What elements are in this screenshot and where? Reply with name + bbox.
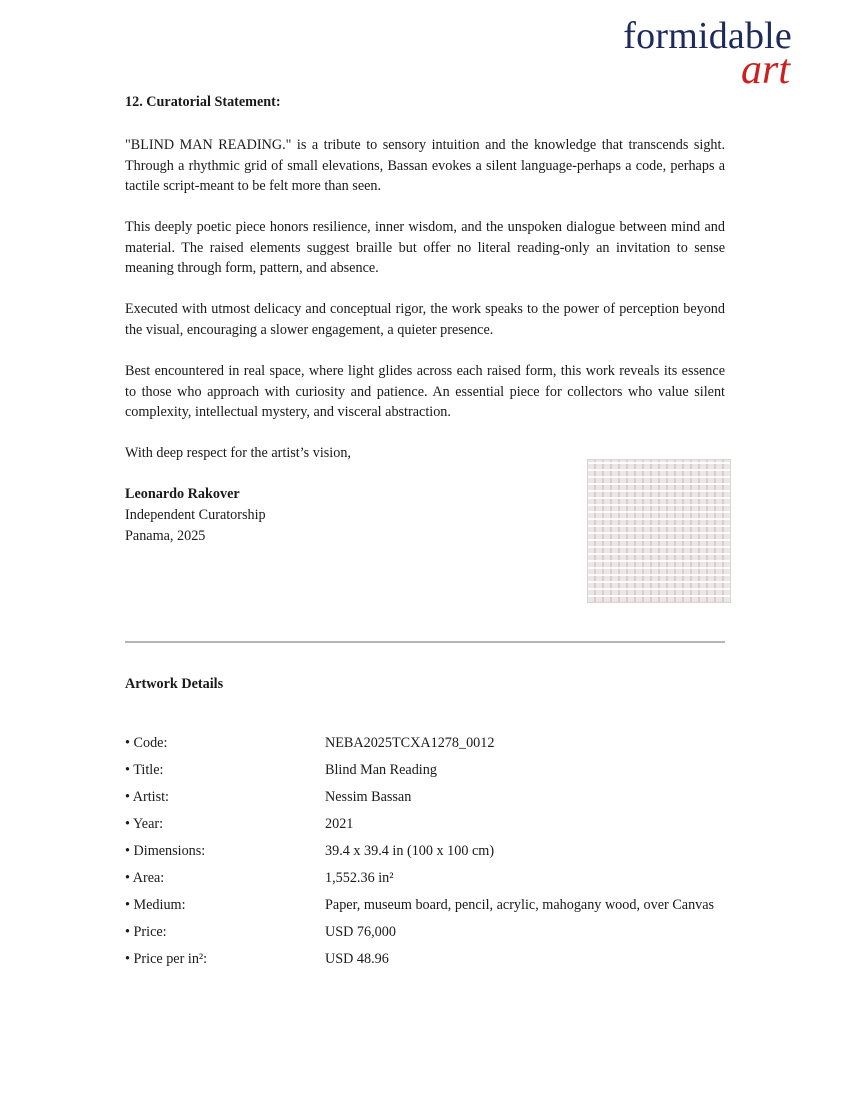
section-divider bbox=[125, 641, 725, 643]
detail-value: 39.4 x 39.4 in (100 x 100 cm) bbox=[325, 843, 495, 859]
statement-paragraph-3: Executed with utmost delicacy and conceptual rigor, the work speaks to the power of perception beyond the visual, encouraging a slower engagement, a quieter presence. bbox=[125, 301, 725, 338]
artwork-details-list bbox=[125, 730, 745, 973]
detail-label: • Code: bbox=[125, 735, 168, 751]
detail-label: • Title: bbox=[125, 762, 164, 778]
detail-row-year bbox=[125, 811, 745, 838]
signature-role: Independent Curatorship bbox=[125, 507, 266, 523]
artwork-thumbnail bbox=[587, 459, 731, 603]
detail-label: • Price: bbox=[125, 924, 167, 940]
statement-paragraph-4: Best encountered in real space, where light glides across each raised form, this work reveals its essence to those who approach with curiosity and patience. An essential piece for collectors who value silent complexity, intellectual mystery, and visceral abstraction. bbox=[125, 363, 725, 421]
detail-label: • Price per in²: bbox=[125, 951, 208, 967]
detail-row-price-per-in2 bbox=[125, 946, 745, 973]
detail-row-area bbox=[125, 865, 745, 892]
detail-row-dimensions bbox=[125, 838, 745, 865]
detail-label: • Area: bbox=[125, 870, 165, 886]
details-title: Artwork Details bbox=[125, 676, 224, 692]
detail-value: Paper, museum board, pencil, acrylic, mahogany wood, over Canvas bbox=[325, 897, 715, 913]
detail-value: 2021 bbox=[325, 816, 354, 832]
detail-row-medium bbox=[125, 892, 745, 919]
signature-name: Leonardo Rakover bbox=[125, 486, 240, 502]
detail-row-artist bbox=[125, 784, 745, 811]
detail-label: • Dimensions: bbox=[125, 843, 206, 859]
detail-value: USD 48.96 bbox=[325, 951, 389, 967]
detail-value: Blind Man Reading bbox=[325, 762, 437, 778]
detail-row-title bbox=[125, 757, 745, 784]
detail-label: • Medium: bbox=[125, 897, 186, 913]
detail-value: NEBA2025TCXA1278_0012 bbox=[325, 735, 495, 751]
statement-paragraph-2: This deeply poetic piece honors resilience, inner wisdom, and the unspoken dialogue between mind and material. The raised elements suggest braille but offer no literal reading-only an invitation to sense meaning through form, pattern, and absence. bbox=[125, 219, 725, 277]
detail-label: • Year: bbox=[125, 816, 164, 832]
section-heading: 12. Curatorial Statement: bbox=[125, 94, 281, 110]
closing-line: With deep respect for the artist’s vision, bbox=[125, 445, 351, 461]
detail-value: USD 76,000 bbox=[325, 924, 396, 940]
statement-paragraph-1: "BLIND MAN READING." is a tribute to sensory intuition and the knowledge that transcends sight. Through a rhythmic grid of small elevations, Bassan evokes a silent language-perhaps a code, perhaps a tactile script-meant to be felt more than seen. bbox=[125, 137, 725, 195]
logo-word-formidable: formidable bbox=[623, 15, 792, 57]
logo-word-art: art bbox=[740, 47, 790, 93]
detail-row-price bbox=[125, 919, 745, 946]
formidable-art-logo bbox=[592, 12, 792, 92]
detail-value: 1,552.36 in² bbox=[325, 870, 394, 886]
signature-place: Panama, 2025 bbox=[125, 528, 206, 544]
detail-label: • Artist: bbox=[125, 789, 169, 805]
detail-value: Nessim Bassan bbox=[325, 789, 412, 805]
detail-row-code bbox=[125, 730, 745, 757]
